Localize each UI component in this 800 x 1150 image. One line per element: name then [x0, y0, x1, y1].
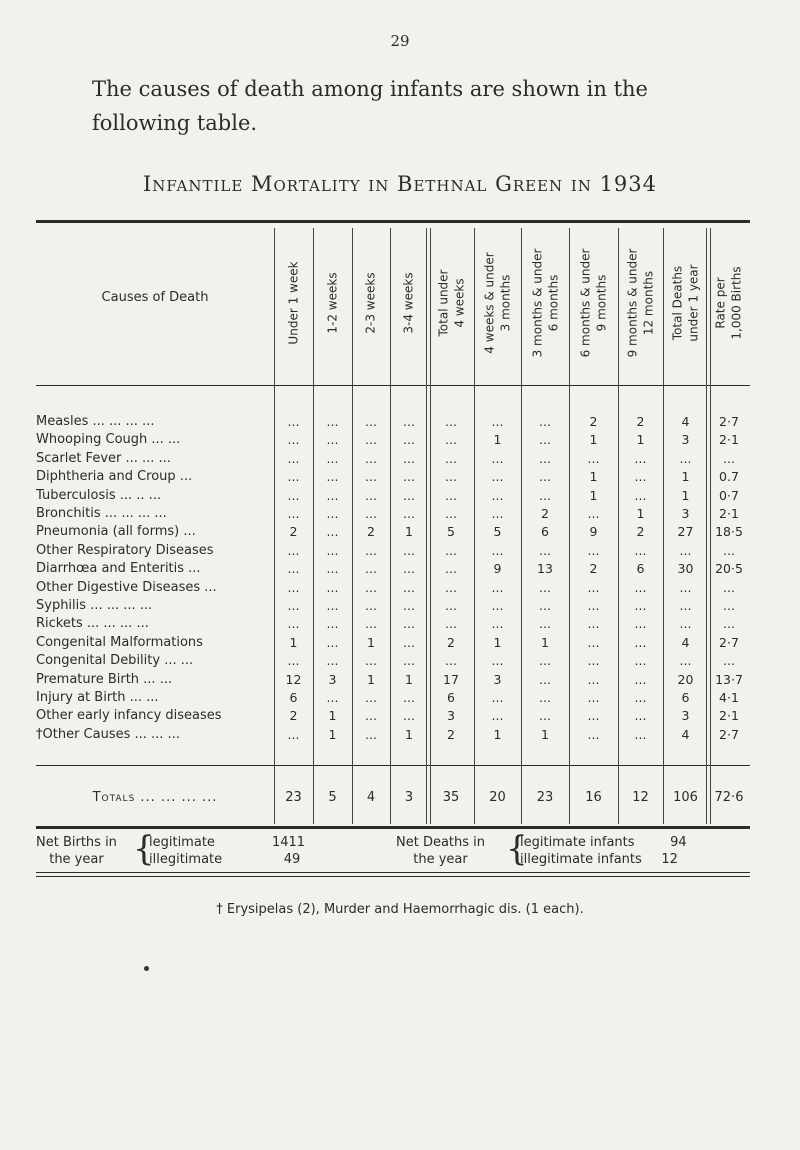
table-cell: ...: [723, 653, 735, 669]
table-cell: 0.7: [719, 469, 739, 485]
table-cell: ...: [491, 487, 504, 503]
table-cell: ...: [326, 598, 339, 613]
table-cell: 2·1: [719, 506, 739, 521]
table-cell: 13: [537, 561, 553, 577]
column-header-2-3-weeks: 2-3 weeks: [364, 271, 379, 334]
row-label-diphtheria-and-croup: Diphtheria and Croup ...: [36, 469, 193, 485]
table-cell: ...: [403, 708, 415, 724]
table-cell: 1: [589, 469, 598, 485]
row-label-other-causes: †Other Causes ... ... ...: [36, 726, 180, 742]
births-values: legitimate 1411 illegitimate 49: [149, 835, 306, 867]
table-cell: ...: [403, 542, 415, 558]
table-cell: ...: [326, 432, 339, 448]
table-cell: ...: [723, 450, 735, 466]
row-label-other-digestive-diseases: Other Digestive Diseases ...: [36, 579, 217, 595]
table-cell: 6: [541, 524, 549, 540]
table-cell: ...: [403, 450, 415, 466]
table-cell: ...: [491, 598, 504, 613]
table-cell: ...: [491, 708, 504, 724]
table-cell: ...: [403, 598, 415, 613]
table-cell: 6: [636, 561, 645, 577]
table-cell: 4: [681, 726, 690, 742]
table-cell: 12: [285, 671, 302, 687]
table-cell: 2·7: [719, 726, 739, 742]
table-cell: ...: [445, 542, 457, 558]
table-cell: ...: [634, 598, 647, 613]
table-cell: ...: [326, 653, 339, 669]
table-cell: ...: [587, 708, 600, 724]
row-label-tuberculosis: Tuberculosis ... .. ...: [36, 487, 162, 503]
table-cell: ...: [445, 432, 457, 448]
table-cell: 3: [681, 432, 690, 448]
totals-rule: [36, 765, 750, 766]
table-cell: ...: [587, 616, 600, 632]
table-cell: ...: [287, 414, 300, 429]
table-cell: 1: [405, 671, 413, 687]
totals-cell: 20: [489, 790, 506, 805]
table-cell: 1: [405, 726, 413, 742]
page-number: 29: [390, 32, 410, 50]
table-cell: 4: [681, 414, 690, 429]
totals-label: Totals ... ... ... ...: [92, 790, 218, 805]
column-header-4-weeks-under-3-months: 4 weeks & under 3 months: [482, 251, 513, 354]
table-cell: ...: [539, 671, 551, 687]
table-cell: 1: [328, 726, 337, 742]
footnote: † Erysipelas (2), Murder and Haemorrhagic dis. (1 each).: [216, 902, 584, 917]
table-cell: ...: [679, 616, 692, 632]
table-cell: ...: [679, 579, 692, 595]
table-cell: ...: [587, 671, 600, 687]
table-cell: ...: [539, 487, 551, 503]
table-cell: ...: [634, 616, 647, 632]
table-cell: 5: [447, 524, 455, 540]
table-cell: 1: [681, 469, 690, 485]
table-cell: ...: [587, 634, 600, 650]
table-cell: 9: [493, 561, 502, 577]
table-cell: ...: [539, 414, 551, 429]
table-cell: ...: [403, 579, 415, 595]
table-cell: 20: [677, 671, 694, 687]
table-cell: 6: [289, 690, 298, 705]
table-cell: 1: [589, 487, 598, 503]
table-cell: ...: [287, 432, 300, 448]
table-cell: ...: [445, 653, 457, 669]
table-cell: 1: [493, 432, 502, 448]
table-cell: ...: [403, 616, 415, 632]
table-cell: ...: [365, 487, 377, 503]
table-cell: 2·1: [719, 432, 739, 448]
table-cell: ...: [539, 579, 551, 595]
table-cell: 1: [636, 432, 645, 448]
table-cell: ...: [634, 542, 647, 558]
illegit-births-value: 49: [283, 852, 301, 867]
table-cell: ...: [403, 414, 415, 429]
table-cell: ...: [326, 414, 339, 429]
table-cell: 17: [443, 671, 459, 687]
table-cell: ...: [539, 708, 551, 724]
table-cell: 1: [541, 726, 549, 742]
illegit-deaths-value: 12: [661, 852, 678, 867]
table-cell: ...: [445, 598, 457, 613]
totals-cell: 23: [285, 790, 302, 805]
table-cell: ...: [539, 598, 551, 613]
table-cell: 5: [493, 524, 502, 540]
table-cell: ...: [365, 542, 377, 558]
table-cell: ...: [365, 414, 377, 429]
table-cell: ...: [365, 506, 377, 521]
row-label-other-respiratory-diseases: Other Respiratory Diseases: [36, 542, 214, 558]
column-header-under-1-week: Under 1 week: [286, 260, 301, 345]
table-cell: ...: [365, 653, 377, 669]
totals-cell: 12: [632, 790, 649, 805]
table-cell: 9: [589, 524, 598, 540]
table-cell: 6: [681, 690, 690, 705]
table-cell: ...: [326, 469, 339, 485]
table-cell: ...: [365, 708, 377, 724]
table-cell: ...: [287, 616, 300, 632]
table-cell: ...: [403, 634, 415, 650]
table-cell: 2: [447, 634, 455, 650]
births-brace: {: [133, 829, 155, 869]
legit-births-value: 1411: [271, 835, 306, 850]
table-cell: 1: [405, 524, 413, 540]
footer-rule-2: [36, 876, 750, 877]
table-cell: ...: [365, 579, 377, 595]
totals-cell: 106: [673, 790, 698, 805]
table-cell: 1: [367, 671, 375, 687]
table-cell: ...: [403, 561, 415, 577]
table-cell: 2·1: [719, 708, 739, 724]
table-cell: ...: [539, 616, 551, 632]
column-header-total-deaths-under-1-year: Total Deaths under 1 year: [670, 263, 701, 342]
totals-cell: 23: [536, 790, 554, 805]
row-label-bronchitis: Bronchitis ... ... ... ...: [36, 506, 167, 521]
table-cell: ...: [587, 542, 600, 558]
table-cell: 4: [681, 634, 690, 650]
table-cell: ...: [445, 506, 457, 521]
column-header-3-4-weeks: 3-4 weeks: [402, 271, 417, 334]
row-label-scarlet-fever: Scarlet Fever ... ... ...: [36, 450, 171, 466]
column-header-9-months-under-12-months: 9 months & under 12 months: [625, 248, 656, 357]
table-cell: 2: [589, 561, 598, 577]
row-label-whooping-cough: Whooping Cough ... ...: [36, 432, 181, 448]
intro-paragraph: The causes of death among infants are shown in the following table.: [92, 77, 648, 135]
table-cell: ...: [403, 432, 415, 448]
table-cell: ...: [365, 432, 377, 448]
print-speck: [144, 966, 149, 971]
table-cell: 2: [289, 708, 298, 724]
table-cell: 2: [367, 524, 375, 540]
table-cell: 2: [289, 524, 298, 540]
table-cell: ...: [634, 450, 647, 466]
table-cell: ...: [365, 561, 377, 577]
table-cell: ...: [287, 542, 300, 558]
deaths-brace: {: [506, 829, 528, 869]
table-cell: 1: [328, 708, 337, 724]
column-header-rate-per-1-000-births: Rate per 1,000 Births: [714, 265, 745, 340]
table-cell: 18·5: [715, 524, 743, 540]
totals-cell: 72·6: [714, 790, 744, 805]
table-cell: ...: [403, 506, 415, 521]
table-cell: 1: [289, 634, 298, 650]
table-cell: ...: [326, 616, 339, 632]
table-cell: ...: [445, 414, 457, 429]
table-cell: ...: [587, 598, 600, 613]
table-cell: ...: [491, 542, 504, 558]
table-cell: 20·5: [715, 561, 743, 577]
table-cell: ...: [403, 469, 415, 485]
table-cell: ...: [723, 542, 735, 558]
table-cell: ...: [679, 450, 692, 466]
row-label-injury-at-birth: Injury at Birth ... ...: [36, 690, 159, 705]
table-cell: ...: [287, 506, 300, 521]
table-cell: 27: [677, 524, 694, 540]
table-cell: ...: [587, 726, 600, 742]
totals-cell: 16: [585, 790, 602, 805]
table-cell: 4·1: [719, 690, 739, 705]
table-cell: 2: [589, 414, 598, 429]
table-cell: ...: [723, 598, 735, 613]
table-cell: ...: [287, 450, 300, 466]
footer-rule: [36, 872, 750, 873]
table-cell: 3: [681, 708, 690, 724]
table-cell: ...: [491, 616, 504, 632]
table-cell: ...: [634, 690, 647, 705]
table-cell: ...: [723, 579, 735, 595]
table-cell: 13·7: [715, 671, 743, 687]
row-label-congenital-malformations: Congenital Malformations: [36, 634, 203, 650]
table-cell: ...: [326, 487, 339, 503]
table-cell: ...: [326, 542, 339, 558]
table-cell: ...: [634, 671, 647, 687]
table-cell: 1: [541, 634, 549, 650]
table-cell: ...: [326, 524, 339, 540]
table-cell: ...: [491, 506, 504, 521]
row-label-diarrh-a-and-enteritis: Diarrhœa and Enteritis ...: [36, 561, 201, 577]
table-cell: ...: [365, 726, 377, 742]
table-cell: ...: [634, 653, 647, 669]
table-cell: 1: [636, 506, 645, 521]
table-cell: 6: [447, 690, 455, 705]
table-cell: ...: [539, 469, 551, 485]
table-cell: ...: [634, 487, 647, 503]
table-cell: ...: [287, 561, 300, 577]
row-label-congenital-debility: Congenital Debility ... ...: [36, 653, 194, 669]
totals-cell: 3: [404, 790, 414, 805]
table-cell: ...: [365, 598, 377, 613]
table-cell: 1: [493, 634, 502, 650]
table-cell: 3: [447, 708, 455, 724]
table-cell: ...: [634, 634, 647, 650]
table-cell: ...: [403, 653, 415, 669]
table-cell: ...: [539, 542, 551, 558]
table-cell: ...: [287, 726, 300, 742]
table-cell: ...: [587, 690, 600, 705]
table-cell: ...: [403, 690, 415, 705]
totals-cell: 35: [442, 790, 460, 805]
table-cell: ...: [539, 450, 551, 466]
table-cell: ...: [445, 561, 457, 577]
table-cell: ...: [539, 653, 551, 669]
table-cell: ...: [679, 542, 692, 558]
row-label-premature-birth: Premature Birth ... ...: [36, 671, 173, 687]
table-cell: 3: [681, 506, 690, 521]
table-cell: ...: [326, 634, 339, 650]
table-cell: 3: [493, 671, 502, 687]
header-rule: [36, 385, 750, 386]
table-cell: ...: [445, 450, 457, 466]
column-header-3-months-under-6-months: 3 months & under 6 months: [530, 248, 560, 357]
totals-cell: 4: [366, 790, 376, 805]
table-cell: ...: [491, 414, 504, 429]
table-cell: ...: [326, 690, 339, 705]
table-heading: Infantile Mortality in Bethnal Green in 1934: [142, 172, 658, 196]
causes-header: Causes of Death: [101, 290, 209, 305]
table-cell: ...: [679, 653, 692, 669]
table-cell: ...: [587, 506, 600, 521]
table-cell: 2: [541, 506, 549, 521]
table-cell: ...: [365, 469, 377, 485]
table-cell: ...: [403, 487, 415, 503]
table-cell: ...: [287, 487, 300, 503]
table-cell: ...: [287, 653, 300, 669]
table-cell: ...: [365, 616, 377, 632]
table-cell: ...: [634, 708, 647, 724]
table-cell: ...: [723, 616, 735, 632]
table-cell: ...: [445, 469, 457, 485]
table-cell: ...: [587, 579, 600, 595]
table-cell: 1: [493, 726, 502, 742]
table-cell: 1: [589, 432, 598, 448]
table-cell: ...: [287, 469, 300, 485]
table-cell: 2·7: [719, 634, 739, 650]
totals-cell: 5: [328, 790, 337, 805]
table-cell: ...: [365, 690, 377, 705]
table-cell: ...: [326, 506, 339, 521]
table-cell: ...: [287, 598, 300, 613]
table-cell: 3: [328, 671, 337, 687]
table-cell: ...: [679, 598, 692, 613]
table-cell: 2: [636, 524, 645, 540]
table-cell: ...: [445, 487, 457, 503]
table-cell: ...: [587, 653, 600, 669]
table-cell: ...: [365, 450, 377, 466]
table-cell: ...: [539, 690, 551, 705]
row-label-pneumonia-all-forms: Pneumonia (all forms) ...: [36, 524, 196, 540]
deaths-values: legitimate infants 94 illegitimate infants 12: [520, 835, 687, 867]
table-cell: ...: [539, 432, 551, 448]
table-cell: ...: [491, 579, 504, 595]
row-label-rickets: Rickets ... ... ... ...: [36, 616, 149, 632]
table-cell: ...: [491, 653, 504, 669]
table-cell: ...: [634, 726, 647, 742]
table-cell: ...: [491, 690, 504, 705]
table-cell: ...: [326, 579, 339, 595]
row-label-measles: Measles ... ... ... ...: [36, 414, 155, 429]
table-cell: 30: [677, 561, 694, 577]
births-label: Net Births in the year: [36, 835, 117, 867]
table-cell: 1: [681, 487, 690, 503]
table-cell: 2·7: [719, 414, 739, 429]
table-cell: ...: [491, 469, 504, 485]
column-header-total-under-4-weeks: Total under 4 weeks: [436, 269, 467, 336]
legit-deaths-value: 94: [670, 835, 687, 850]
table-cell: ...: [326, 561, 339, 577]
row-label-other-early-infancy-diseases: Other early infancy diseases: [36, 708, 222, 724]
table-cell: ...: [491, 450, 504, 466]
table-cell: ...: [634, 579, 647, 595]
table-cell: ...: [587, 450, 600, 466]
table-cell: 0·7: [719, 487, 739, 503]
table-cell: ...: [287, 579, 300, 595]
table-cell: ...: [634, 469, 647, 485]
table-cell: ...: [445, 616, 457, 632]
table-cell: ...: [445, 579, 457, 595]
deaths-label: Net Deaths in the year: [396, 835, 486, 867]
row-label-syphilis: Syphilis ... ... ... ...: [36, 598, 153, 613]
table-cell: 2: [447, 726, 455, 742]
table-cell: ...: [326, 450, 339, 466]
table-cell: 2: [636, 414, 645, 429]
column-header-6-months-under-9-months: 6 months & under 9 months: [578, 248, 609, 357]
column-header-1-2-weeks: 1-2 weeks: [325, 271, 340, 334]
table-cell: 1: [367, 634, 375, 650]
